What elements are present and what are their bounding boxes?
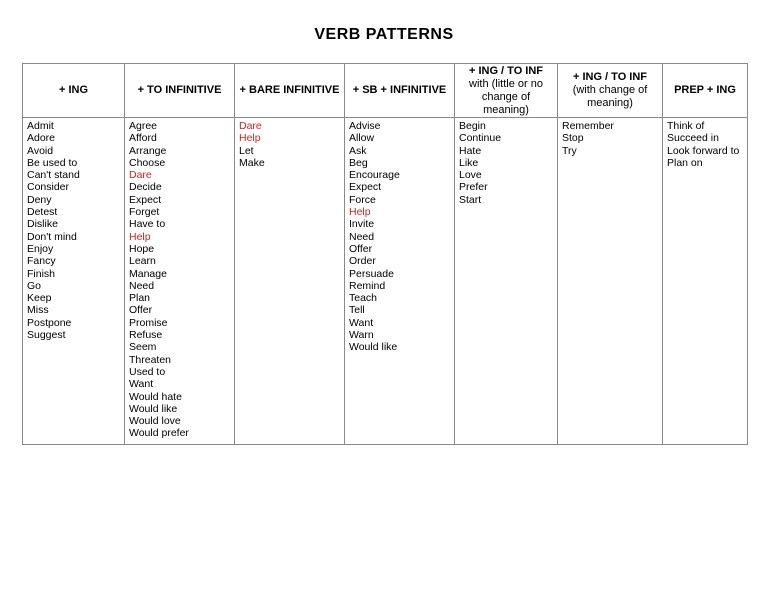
verb-item: Like [459, 156, 479, 169]
verb-item: Enjoy [27, 242, 54, 255]
verb-item: Persuade [349, 267, 394, 280]
verbs-cell-ing [23, 118, 125, 445]
verb-item: Postpone [27, 316, 72, 329]
verb-item: Learn [129, 255, 156, 268]
verb-item: Avoid [27, 144, 54, 157]
verb-item: Arrange [129, 144, 167, 157]
verb-item: Suggest [27, 329, 66, 342]
column-header-ing-to-inf-change-meaning [558, 64, 663, 118]
verb-item: Plan [129, 292, 151, 305]
verb-item: Let [239, 144, 254, 157]
column-header-bare-infinitive [235, 64, 345, 118]
verb-item: Begin [459, 120, 486, 132]
verb-item: Would love [129, 415, 181, 428]
verb-patterns-table [22, 63, 748, 445]
verb-item: Would prefer [129, 427, 189, 440]
verb-item: Threaten [129, 353, 172, 366]
verbs-cell-bare-infinitive [235, 118, 345, 445]
verb-item: Deny [27, 193, 52, 206]
verbs-cell-prep-ing [663, 118, 748, 445]
verb-item: Go [27, 279, 42, 292]
verb-item: Make [239, 156, 265, 169]
verb-item: Would hate [129, 390, 182, 403]
verb-item: Plan on [667, 156, 703, 169]
header-title: + BARE INFINITIVE [239, 84, 340, 96]
header-title: + SB + INFINITIVE [352, 84, 447, 96]
verb-item: Forget [129, 206, 160, 219]
verb-item: Want [349, 316, 374, 329]
header-title: + TO INFINITIVE [137, 84, 222, 96]
verb-item: Used to [129, 365, 166, 378]
verb-item: Think of [667, 120, 705, 132]
verb-item: Dislike [27, 218, 58, 231]
verb-item: Adore [27, 132, 56, 145]
verbs-cell-sb-infinitive [345, 118, 455, 445]
verb-item: Consider [27, 181, 70, 194]
verb-item: Afford [129, 132, 157, 145]
header-title: + ING / TO INF [572, 71, 648, 83]
verb-item: Need [129, 279, 155, 292]
verb-item: Admit [27, 120, 54, 132]
verb-item: Love [459, 169, 482, 182]
verb-item: Offer [349, 242, 373, 255]
verb-item: Finish [27, 267, 56, 280]
column-header-to-infinitive [125, 64, 235, 118]
verb-item: Dare [239, 120, 262, 132]
column-header-ing-to-inf-same-meaning [455, 64, 558, 118]
verb-item: Would like [129, 402, 178, 415]
verb-item: Seem [129, 341, 157, 354]
verb-item: Can't stand [27, 169, 80, 182]
verb-item: Choose [129, 156, 166, 169]
verb-item: Expect [349, 181, 382, 194]
verb-item: Help [239, 132, 261, 145]
page-title: VERB PATTERNS [314, 26, 454, 43]
verb-item: Manage [129, 267, 167, 280]
header-subtitle: with (little or no change of meaning) [469, 77, 543, 116]
verb-item: Encourage [349, 169, 400, 182]
verb-item: Want [129, 378, 154, 391]
verb-item: Continue [459, 132, 502, 145]
verb-item: Allow [349, 132, 375, 145]
verb-item: Have to [129, 218, 166, 231]
verb-item: Order [349, 255, 376, 268]
verb-item: Agree [129, 120, 158, 132]
verb-item: Invite [349, 218, 375, 231]
verb-item: Hope [129, 242, 155, 255]
verb-item: Tell [349, 304, 365, 317]
verb-item: Remind [349, 279, 386, 292]
header-title: PREP + ING [674, 84, 736, 96]
verb-item: Succeed in [667, 132, 719, 145]
verb-item: Beg [349, 156, 368, 169]
verb-item: Help [349, 206, 371, 219]
column-header-sb-infinitive [345, 64, 455, 118]
header-title: + ING [58, 84, 89, 96]
verbs-cell-ing-to-inf-change-meaning [558, 118, 663, 445]
verb-item: Keep [27, 292, 52, 305]
verb-item: Warn [349, 329, 374, 342]
verbs-cell-ing-to-inf-same-meaning [455, 118, 558, 445]
verb-item: Detest [27, 206, 58, 219]
header-title: + ING / TO INF [468, 64, 544, 77]
verb-item: Offer [129, 304, 153, 317]
header-subtitle: (with change of meaning) [572, 84, 648, 109]
verb-item: Force [349, 193, 376, 206]
verb-item: Be used to [27, 156, 78, 169]
column-header-prep-ing [663, 64, 748, 118]
verb-item: Hate [459, 144, 482, 157]
verb-item: Dare [129, 169, 152, 182]
verb-item: Fancy [27, 255, 56, 268]
verb-item: Ask [349, 144, 367, 157]
verb-item: Prefer [459, 181, 488, 194]
verb-item: Start [459, 193, 482, 206]
verb-item: Try [562, 144, 577, 157]
verbs-cell-to-infinitive [125, 118, 235, 445]
verb-item: Advise [349, 120, 381, 132]
column-header-ing [23, 64, 125, 118]
verb-item: Teach [349, 292, 378, 305]
verb-item: Expect [129, 193, 162, 206]
verb-item: Stop [562, 132, 584, 145]
verb-item: Refuse [129, 329, 163, 342]
verbs-row [23, 118, 748, 445]
verb-item: Miss [27, 304, 49, 317]
verb-item: Remember [562, 120, 614, 132]
verb-item: Look forward to [667, 144, 740, 157]
header-row [23, 64, 748, 118]
verb-item: Need [349, 230, 375, 243]
verb-item: Would like [349, 341, 398, 354]
verb-item: Decide [129, 181, 162, 194]
verb-item: Help [129, 230, 151, 243]
verb-item: Don't mind [27, 230, 77, 243]
verb-item: Promise [129, 316, 168, 329]
